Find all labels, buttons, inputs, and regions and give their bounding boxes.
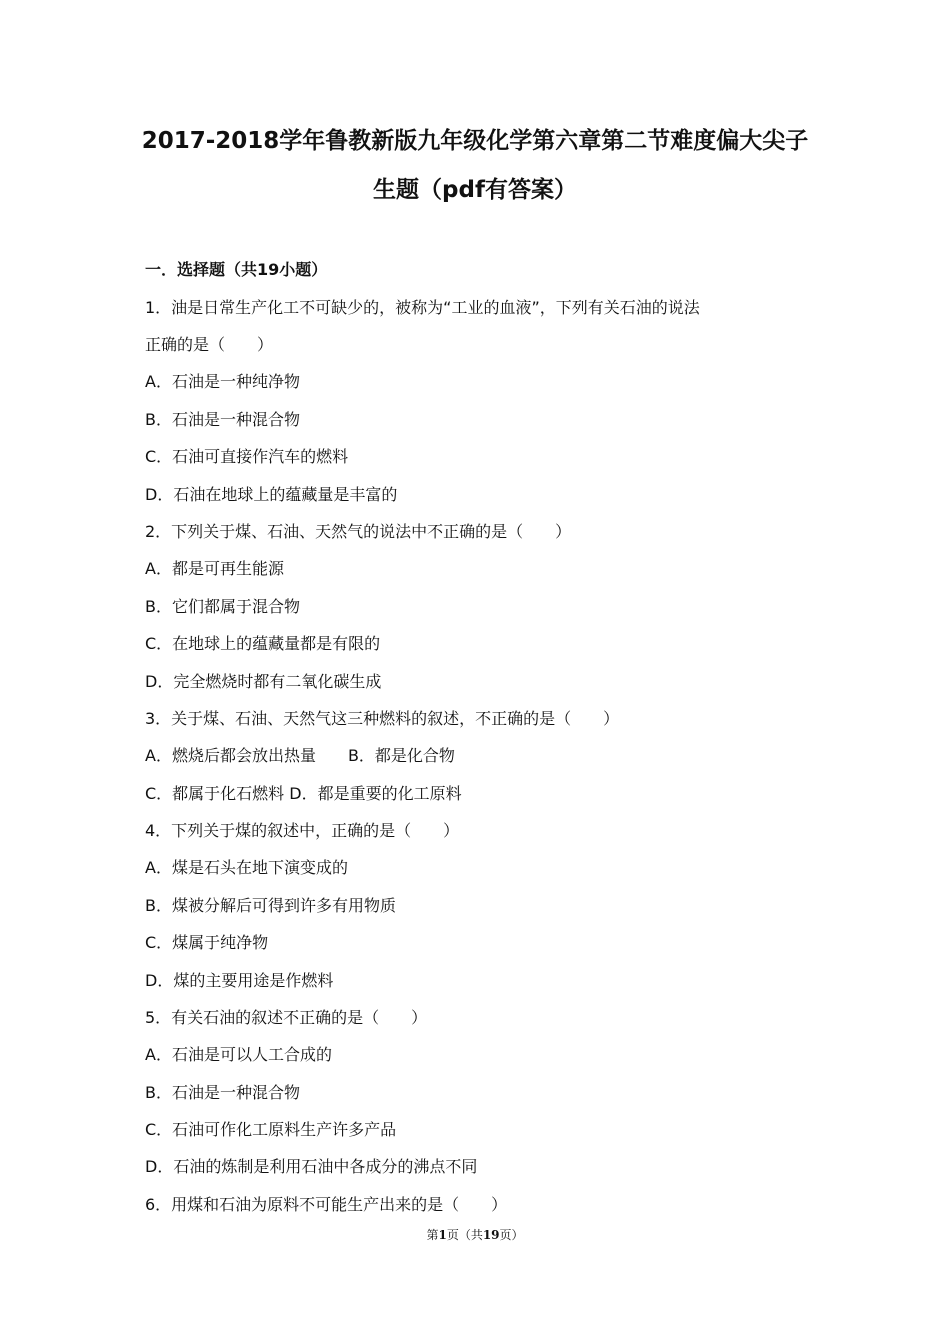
- question-2-option-c: C．在地球上的蕴藏量都是有限的: [145, 634, 381, 653]
- question-3-options-cd: C．都属于化石燃料 D．都是重要的化工原料: [145, 784, 462, 803]
- question-6-stem: 6．用煤和石油为原料不可能生产出来的是（ ）: [145, 1195, 508, 1214]
- question-2-option-a: A．都是可再生能源: [145, 559, 284, 578]
- question-1-option-c: C．石油可直接作汽车的燃料: [145, 447, 349, 466]
- question-5-option-d: D．石油的炼制是利用石油中各成分的沸点不同: [145, 1157, 478, 1176]
- question-5-option-b: B．石油是一种混合物: [145, 1083, 300, 1102]
- question-4-option-b: B．煤被分解后可得到许多有用物质: [145, 896, 396, 915]
- document-title-line-1: 2017-2018学年鲁教新版九年级化学第六章第二节难度偏大尖子: [141, 128, 809, 154]
- question-5-stem: 5．有关石油的叙述不正确的是（ ）: [145, 1008, 428, 1027]
- question-4-option-c: C．煤属于纯净物: [145, 933, 269, 952]
- footer-page-number: 1: [438, 1228, 447, 1242]
- question-2-option-d: D．完全燃烧时都有二氧化碳生成: [145, 672, 382, 691]
- section-heading: 一．选择题（共19小题）: [145, 260, 328, 279]
- question-2-stem: 2．下列关于煤、石油、天然气的说法中不正确的是（ ）: [145, 522, 572, 541]
- question-2-option-b: B．它们都属于混合物: [145, 597, 300, 616]
- question-5-option-a: A．石油是可以人工合成的: [145, 1045, 332, 1064]
- page-footer: [0, 1226, 950, 1244]
- footer-total-pages: 19: [482, 1228, 500, 1242]
- question-5-option-c: C．石油可作化工原料生产许多产品: [145, 1120, 397, 1139]
- question-1-option-b: B．石油是一种混合物: [145, 410, 300, 429]
- question-1-stem-line-1: 1．油是日常生产化工不可缺少的，被称为“工业的血液”，下列有关石油的说法: [145, 298, 700, 317]
- question-4-stem: 4．下列关于煤的叙述中，正确的是（ ）: [145, 821, 460, 840]
- question-3-stem: 3．关于煤、石油、天然气这三种燃料的叙述，不正确的是（ ）: [145, 709, 620, 728]
- question-1-stem-line-2: 正确的是（ ）: [145, 335, 274, 354]
- document-title-line-2: 生题（pdf有答案）: [373, 177, 577, 203]
- question-3-options-ab: A．燃烧后都会放出热量 B．都是化合物: [145, 746, 455, 765]
- footer-middle: 页（共: [446, 1228, 483, 1242]
- footer-suffix: 页）: [499, 1228, 524, 1242]
- footer-prefix: 第: [426, 1228, 439, 1242]
- question-1-option-d: D．石油在地球上的蕴藏量是丰富的: [145, 485, 398, 504]
- question-4-option-a: A．煤是石头在地下演变成的: [145, 858, 348, 877]
- question-1-option-a: A．石油是一种纯净物: [145, 372, 300, 391]
- question-4-option-d: D．煤的主要用途是作燃料: [145, 971, 334, 990]
